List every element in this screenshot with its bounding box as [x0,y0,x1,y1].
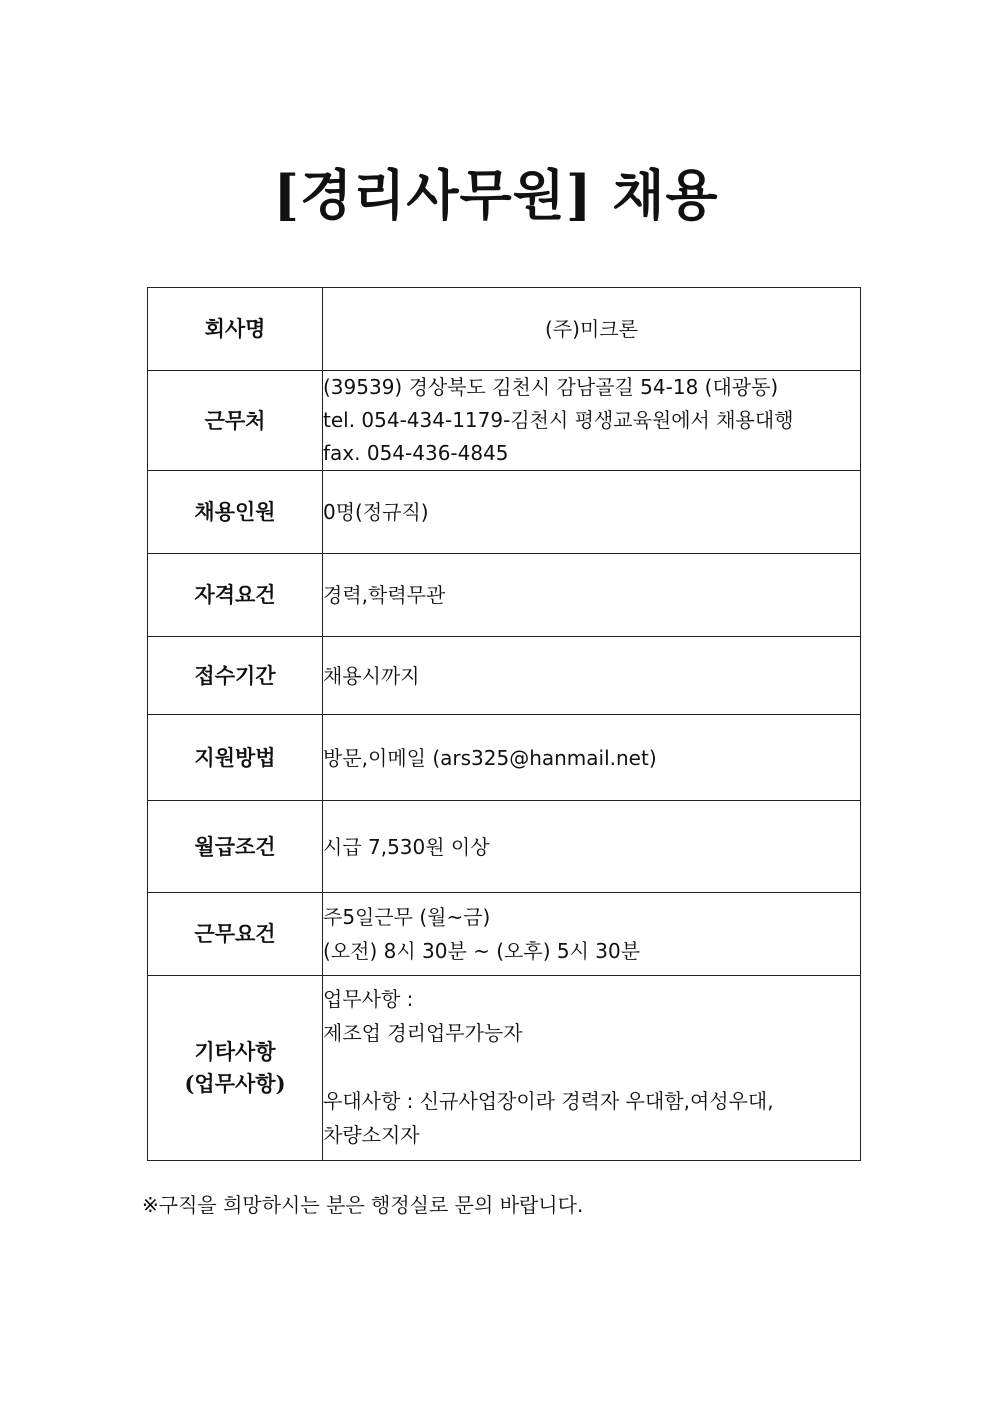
etc-label-line2: (업무사항) [184,1071,286,1096]
benefit-line2: 차량소지자 [323,1123,420,1147]
period-value: 채용시까지 [323,637,861,715]
workplace-value [323,371,861,471]
etc-value [323,976,861,1161]
workplace-label: 근무처 [148,371,323,471]
qualification-value: 경력,학력무관 [323,554,861,637]
table-row-salary [148,801,861,893]
etc-label [148,976,323,1161]
method-label: 지원방법 [148,715,323,801]
table-row-etc [148,976,861,1161]
table-row-method [148,715,861,801]
salary-value: 시급 7,530원 이상 [323,801,861,893]
duty-title: 업무사항 : [323,987,414,1011]
footnote: ※구직을 희망하시는 분은 행정실로 문의 바랍니다. [142,1193,584,1217]
duty-value: 제조업 경리업무가능자 [323,1021,523,1045]
hours-time: (오전) 8시 30분 ~ (오후) 5시 30분 [323,939,641,963]
recruitment-info-table [147,287,861,1161]
company-value: (주)미크론 [323,288,861,371]
blank-line [323,1050,860,1084]
salary-label: 월급조건 [148,801,323,893]
etc-label-line1: 기타사항 [194,1039,276,1064]
hours-value [323,893,861,976]
headcount-label: 채용인원 [148,471,323,554]
qualification-label: 자격요건 [148,554,323,637]
benefit-line1: 우대사항 : 신규사업장이라 경력자 우대함,여성우대, [323,1089,774,1113]
workplace-tel: tel. 054-434-1179-김천시 평생교육원에서 채용대행 [323,408,794,432]
workplace-fax: fax. 054-436-4845 [323,441,509,465]
table-row-company [148,288,861,371]
table-row-qualification [148,554,861,637]
table-row-period [148,637,861,715]
period-label: 접수기간 [148,637,323,715]
hours-label: 근무요건 [148,893,323,976]
table-row-hours [148,893,861,976]
method-value: 방문,이메일 (ars325@hanmail.net) [323,715,861,801]
workplace-address: (39539) 경상북도 김천시 감남골길 54-18 (대광동) [323,375,779,399]
company-label: 회사명 [148,288,323,371]
table-row-workplace [148,371,861,471]
table-row-headcount [148,471,861,554]
headcount-value: 0명(정규직) [323,471,861,554]
hours-days: 주5일근무 (월~금) [323,905,491,929]
page-title: [경리사무원] 채용 [273,163,719,227]
